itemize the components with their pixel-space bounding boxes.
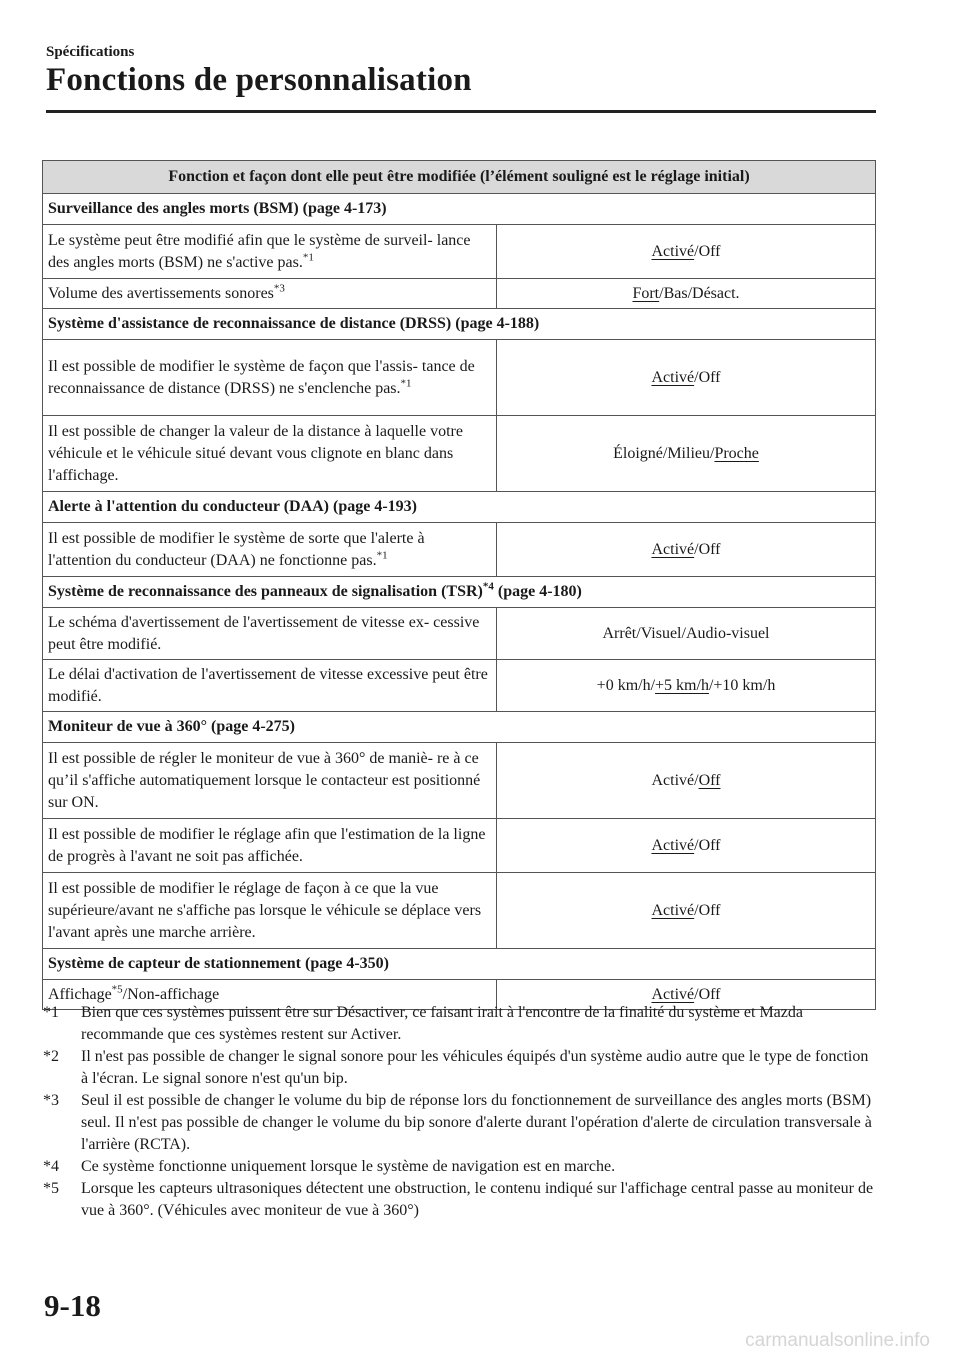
- footnote: [43, 1178, 879, 1222]
- description-text: Volume des avertissements sonores: [48, 284, 274, 302]
- value-options: /Off: [694, 836, 721, 854]
- setting-description: Il est possible de modifier le réglage afin que l'estimation de la ligne de progrès à l'avant ne soit pas affichée.: [43, 819, 497, 873]
- description-text: Il est possible de modifier le système de façon que l'assis- tance de reconnaissance de distance (DRSS) ne s'enclenche pas.: [48, 357, 475, 397]
- group-row-tsr: [43, 577, 876, 608]
- setting-values: [497, 416, 876, 492]
- value-options: /Off: [694, 540, 721, 558]
- default-value: Activé: [651, 985, 695, 1003]
- setting-values: [497, 743, 876, 819]
- default-value: Activé: [651, 242, 695, 260]
- setting-values: Arrêt/Visuel/Audio-visuel: [497, 608, 876, 660]
- setting-description: Le délai d'activation de l'avertissement de vitesse excessive peut être modifié.: [43, 660, 497, 712]
- footnote: [43, 1090, 879, 1156]
- table-row: [43, 279, 876, 309]
- footnote-mark: *5: [43, 1180, 59, 1197]
- setting-values: [497, 819, 876, 873]
- setting-values: [497, 279, 876, 309]
- group-row-360-monitor: [43, 712, 876, 743]
- setting-values: [497, 660, 876, 712]
- value-options: /Bas/Désact.: [659, 284, 740, 302]
- table-row: [43, 819, 876, 873]
- customization-table: [42, 160, 876, 1010]
- footnote-text: Bien que ces systèmes puissent être sur Désactiver, ce faisant irait à l'encontre de la finalité du système et Mazda recommande que ces systèmes restent sur Activer.: [81, 1004, 803, 1043]
- value-options: /+10 km/h: [708, 676, 776, 694]
- footnote-ref: *1: [376, 549, 388, 562]
- setting-description: [43, 225, 497, 279]
- setting-description: [43, 340, 497, 416]
- footnote-text: Il n'est pas possible de changer le signal sonore pour les véhicules équipés d'un système audio autre que le type de fonction à l'écran. Le signal sonore n'est qu'un bip.: [81, 1048, 869, 1087]
- footnote: [43, 1156, 879, 1178]
- table-header-row: [43, 161, 876, 194]
- footnotes: [43, 1002, 879, 1222]
- group-row-daa: [43, 492, 876, 523]
- page-number: 9-18: [44, 1288, 101, 1323]
- group-row-bsm: [43, 194, 876, 225]
- table-row: [43, 523, 876, 577]
- default-value: Activé: [651, 901, 695, 919]
- group-title-parking-sensor: Système de capteur de stationnement (page 4-350): [43, 949, 876, 980]
- description-text: /Non-affichage: [122, 985, 220, 1003]
- value-options: Éloigné/Milieu/: [613, 444, 715, 462]
- footnote-mark: *3: [43, 1092, 59, 1109]
- footnote-text: Ce système fonctionne uniquement lorsque le système de navigation est en marche.: [81, 1158, 616, 1175]
- table-heading: Fonction et façon dont elle peut être modifiée (l’élément souligné est le réglage initial): [43, 161, 876, 194]
- footnote-ref: *1: [302, 251, 314, 264]
- footnote-ref: *1: [400, 377, 412, 390]
- footnote-ref: *3: [273, 282, 285, 295]
- default-value: Proche: [714, 444, 759, 462]
- value-options: Activé/: [651, 771, 699, 789]
- value-options: /Off: [694, 985, 721, 1003]
- table-row: [43, 873, 876, 949]
- table-row: [43, 225, 876, 279]
- footnote: [43, 1002, 879, 1046]
- description-text: Il est possible de modifier le système de sorte que l'alerte à l'attention du conducteur (DAA) ne fonctionne pas.: [48, 529, 425, 569]
- setting-description: [43, 523, 497, 577]
- table-row: [43, 660, 876, 712]
- footnote-mark: *2: [43, 1048, 59, 1065]
- default-value: +5 km/h: [655, 676, 709, 694]
- page-title: Fonctions de personnalisation: [46, 62, 472, 98]
- default-value: Activé: [651, 540, 695, 558]
- group-title-bsm: Surveillance des angles morts (BSM) (page 4-173): [43, 194, 876, 225]
- setting-description: Il est possible de changer la valeur de la distance à laquelle votre véhicule et le véhicule situé devant vous clignote en blanc dans l'affichage.: [43, 416, 497, 492]
- value-options: /Off: [694, 901, 721, 919]
- footnote-ref: *5: [111, 983, 123, 996]
- footnote-ref: *4: [482, 580, 494, 593]
- group-title-360-monitor: Moniteur de vue à 360° (page 4-275): [43, 712, 876, 743]
- description-text: Affichage: [48, 985, 112, 1003]
- table-row: [43, 416, 876, 492]
- setting-description: Le schéma d'avertissement de l'avertissement de vitesse ex- cessive peut être modifié.: [43, 608, 497, 660]
- footnote-mark: *1: [43, 1004, 59, 1021]
- table-row: [43, 743, 876, 819]
- setting-description: [43, 279, 497, 309]
- description-text: Le système peut être modifié afin que le système de surveil- lance des angles morts (BSM) ne s'active pas.: [48, 231, 471, 271]
- setting-values: [497, 873, 876, 949]
- default-value: Fort: [632, 284, 660, 302]
- footnote-text: Seul il est possible de changer le volume du bip de réponse lors du fonctionnement de surveillance des angles morts (BSM) seul. Il n'est pas possible de changer le volume du bip sonore d'alerte durant l'opération d'alerte de circulation transversale à l'arrière (RCTA).: [81, 1092, 872, 1153]
- group-row-drss: [43, 309, 876, 340]
- footnote-mark: *4: [43, 1158, 59, 1175]
- value-options: +0 km/h/: [596, 676, 656, 694]
- setting-description: Il est possible de modifier le réglage de façon à ce que la vue supérieure/avant ne s'affiche pas lorsque le véhicule se déplace vers l'avant après une marche arrière.: [43, 873, 497, 949]
- setting-values: [497, 340, 876, 416]
- setting-values: [497, 523, 876, 577]
- table-row: [43, 608, 876, 660]
- setting-values: [497, 225, 876, 279]
- default-value: Activé: [651, 368, 695, 386]
- title-divider: [46, 110, 876, 113]
- group-title-daa: Alerte à l'attention du conducteur (DAA) (page 4-193): [43, 492, 876, 523]
- setting-description: Il est possible de régler le moniteur de vue à 360° de maniè- re à ce qu’il s'affiche automatiquement lorsque le contacteur est positionné sur ON.: [43, 743, 497, 819]
- section-label: Spécifications: [46, 44, 135, 60]
- group-row-parking-sensor: [43, 949, 876, 980]
- footnote: [43, 1046, 879, 1090]
- default-value: Off: [698, 771, 721, 789]
- group-title-drss: Système d'assistance de reconnaissance de distance (DRSS) (page 4-188): [43, 309, 876, 340]
- footnote-text: Lorsque les capteurs ultrasoniques détectent une obstruction, le contenu indiqué sur l'affichage central passe au moniteur de vue à 360°. (Véhicules avec moniteur de vue à 360°): [81, 1180, 874, 1219]
- default-value: Activé: [651, 836, 695, 854]
- group-title-tsr: [43, 577, 876, 608]
- group-page-ref: (page 4-180): [493, 583, 582, 600]
- value-options: /Off: [694, 242, 721, 260]
- value-options: /Off: [694, 368, 721, 386]
- table-row: [43, 340, 876, 416]
- group-title-text: Système de reconnaissance des panneaux de signalisation (TSR): [48, 583, 483, 600]
- watermark: carmanualsonline.info: [745, 1330, 930, 1351]
